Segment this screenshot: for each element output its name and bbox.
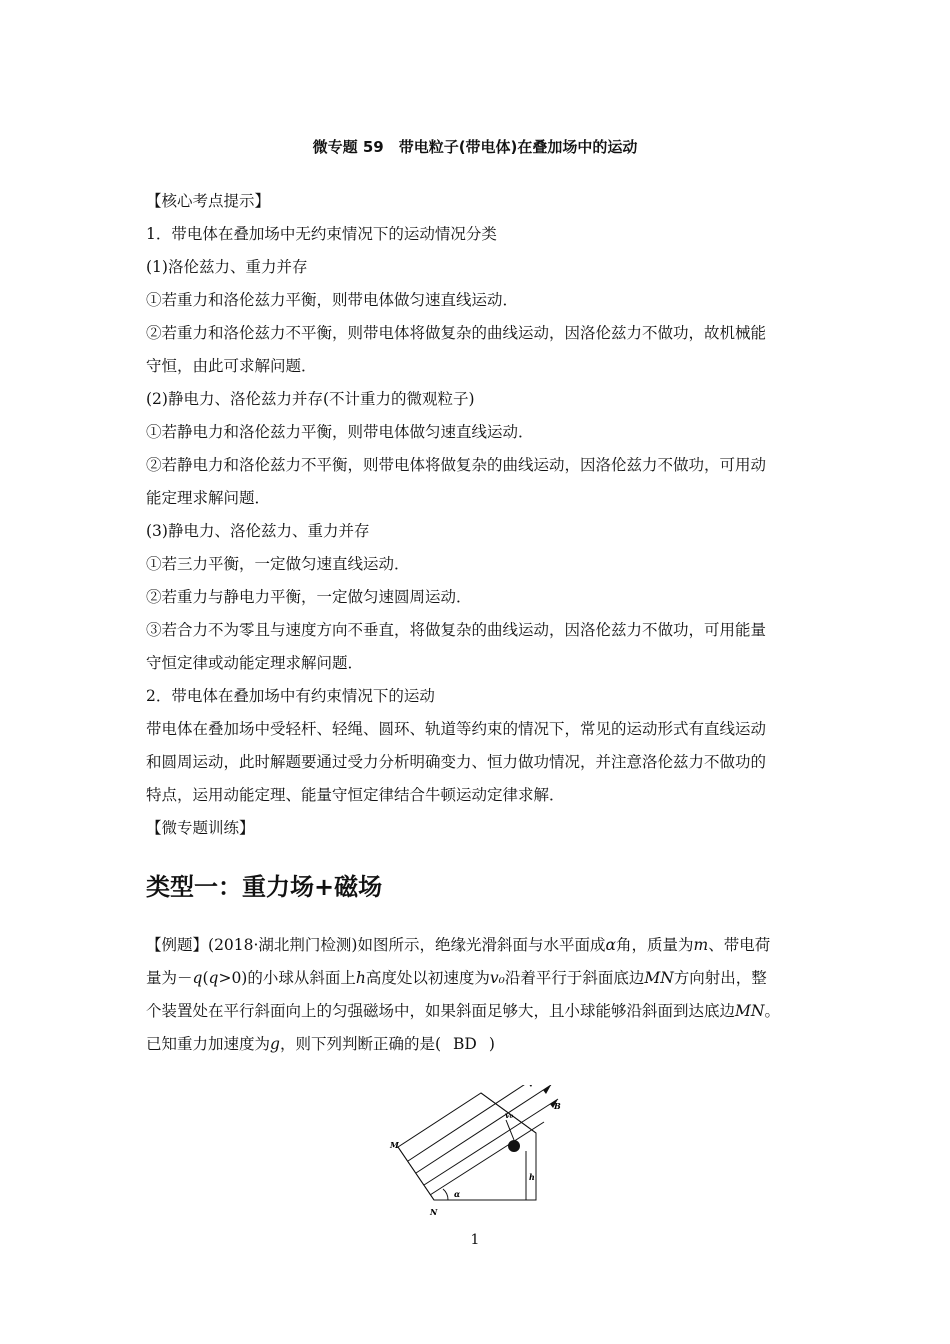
- label-alpha: α: [454, 1189, 461, 1199]
- symbol-h: h: [355, 969, 366, 987]
- text-line: ③若合力不为零且与速度方向不垂直，将做复杂的曲线运动，因洛伦兹力不做功，可用能量: [146, 621, 767, 639]
- arrow-head: [543, 1085, 551, 1094]
- example-text: 如图所示，绝缘光滑斜面与水平面成: [357, 936, 606, 954]
- page-title: 微专题 59 带电粒子(带电体)在叠加场中的运动: [312, 138, 638, 156]
- text-line: 特点，运用动能定理、能量守恒定律结合牛顿运动定律求解．: [146, 786, 565, 804]
- field-line: [424, 1099, 558, 1185]
- example-text: 角，质量为: [615, 936, 694, 954]
- example-text: (: [202, 969, 209, 987]
- text-line: 1．带电体在叠加场中无约束情况下的运动情况分类: [146, 225, 497, 243]
- example-text: 个装置处在平行斜面向上的匀强磁场中，如果斜面足够大，且小球能够沿斜面到达底边: [146, 1002, 736, 1020]
- text-line: ②若重力与静电力平衡，一定做匀速圆周运动．: [146, 588, 472, 606]
- section-heading-training: 【微专题训练】: [146, 819, 255, 837]
- type-heading: 类型一：重力场+磁场: [146, 873, 383, 901]
- page-number: 1: [470, 1232, 480, 1248]
- example-text: 量为－: [146, 969, 193, 987]
- symbol-alpha: α: [605, 936, 616, 954]
- text-line: 2．带电体在叠加场中有约束情况下的运动: [146, 687, 435, 705]
- example-line-2: [146, 962, 808, 995]
- example-text: >0)的小球从斜面上: [218, 969, 356, 987]
- text-line: ①若静电力和洛伦兹力平衡，则带电体做匀速直线运动．: [146, 423, 534, 441]
- example-text: 方向射出，整: [673, 969, 767, 987]
- label-b: B: [554, 1101, 561, 1111]
- text-line: 能定理求解问题．: [146, 489, 271, 507]
- angle-arc: [443, 1189, 448, 1200]
- text-line: ①若重力和洛伦兹力平衡，则带电体做匀速直线运动．: [146, 291, 519, 309]
- text-line: (1)洛伦兹力、重力并存: [146, 258, 308, 276]
- example-line-3: [146, 995, 808, 1028]
- example-text: ): [488, 1035, 495, 1053]
- text-line: 带电体在叠加场中受轻杆、轻绳、圆环、轨道等约束的情况下，常见的运动形式有直线运动: [146, 720, 767, 738]
- text-line: 和圆周运动，此时解题要通过受力分析明确变力、恒力做功情况，并注意洛伦兹力不做功的: [146, 753, 767, 771]
- example-text: 。: [764, 1002, 780, 1020]
- answer: BD: [453, 1035, 477, 1053]
- symbol-m: m: [693, 936, 709, 954]
- text-line: (3)静电力、洛伦兹力、重力并存: [146, 522, 370, 540]
- section-heading-core: 【核心考点提示】: [146, 192, 271, 210]
- example-label: 【例题】: [146, 936, 209, 954]
- symbol-q: q: [192, 969, 203, 987]
- example-text: ，则下列判断正确的是(: [279, 1035, 442, 1053]
- label-h: h: [529, 1172, 535, 1182]
- symbol-q: q: [208, 969, 219, 987]
- example-line-4: [146, 1028, 808, 1061]
- label-n: N: [430, 1207, 438, 1217]
- example-problem: [146, 929, 808, 1061]
- label-v0: v₀: [505, 1110, 514, 1120]
- example-source: (2018·湖北荆门检测): [208, 936, 358, 954]
- field-line: [430, 1122, 544, 1195]
- example-text: 高度处以初速度为: [365, 969, 490, 987]
- text-line: ②若重力和洛伦兹力不平衡，则带电体将做复杂的曲线运动，因洛伦兹力不做功，故机械能: [146, 324, 767, 342]
- incline-edge: [398, 1147, 434, 1200]
- label-m: M: [390, 1140, 399, 1150]
- symbol-g: g: [270, 1035, 280, 1053]
- text-line: 守恒定律或动能定理求解问题．: [146, 654, 364, 672]
- symbol-v0: v₀: [489, 969, 505, 987]
- text-line: ①若三力平衡，一定做匀速直线运动．: [146, 555, 410, 573]
- text-line: (2)静电力、洛伦兹力并存(不计重力的微观粒子): [146, 390, 475, 408]
- ball: [508, 1140, 520, 1152]
- document-body: [146, 185, 808, 1061]
- text-line: 守恒，由此可求解问题．: [146, 357, 317, 375]
- example-text: 、带电荷: [708, 936, 771, 954]
- text-line: ②若静电力和洛伦兹力不平衡，则带电体将做复杂的曲线运动，因洛伦兹力不做功，可用动: [146, 456, 767, 474]
- incline-diagram: [386, 1085, 566, 1220]
- example-text: 沿着平行于斜面底边: [504, 969, 645, 987]
- example-line-1: [146, 929, 808, 962]
- arrow-head: [528, 1085, 536, 1087]
- symbol-mn: MN: [644, 969, 674, 987]
- velocity-arrow: [506, 1120, 514, 1140]
- example-text: 已知重力加速度为: [146, 1035, 271, 1053]
- symbol-mn: MN: [735, 1002, 765, 1020]
